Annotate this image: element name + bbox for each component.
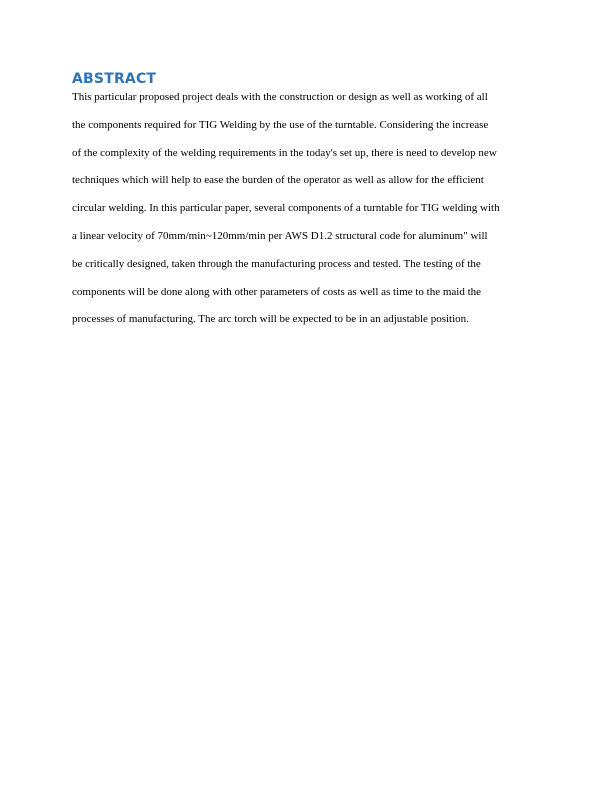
abstract-line: processes of manufacturing. The arc torch will be expected to be in an adjustable position. [72,313,469,326]
abstract-line: the components required for TIG Welding by the use of the turntable. Considering the increase [72,118,489,131]
abstract-heading: ABSTRACT [72,71,157,87]
abstract-line: components will be done along with other parameters of costs as well as time to the maid the [72,285,482,298]
abstract-line: circular welding. In this particular paper, several components of a turntable for TIG welding with [72,202,500,215]
abstract-line: of the complexity of the welding requirements in the today's set up, there is need to develop new [72,146,497,159]
abstract-line: be critically designed, taken through the manufacturing process and tested. The testing of the [72,257,481,270]
abstract-line: This particular proposed project deals with the construction or design as well as working of all [72,91,488,103]
abstract-line: a linear velocity of 70mm/min~120mm/min per AWS D1.2 structural code for aluminum" will [72,229,488,242]
abstract-body [72,89,552,339]
abstract-line: techniques which will help to ease the burden of the operator as well as allow for the efficient [72,174,484,187]
